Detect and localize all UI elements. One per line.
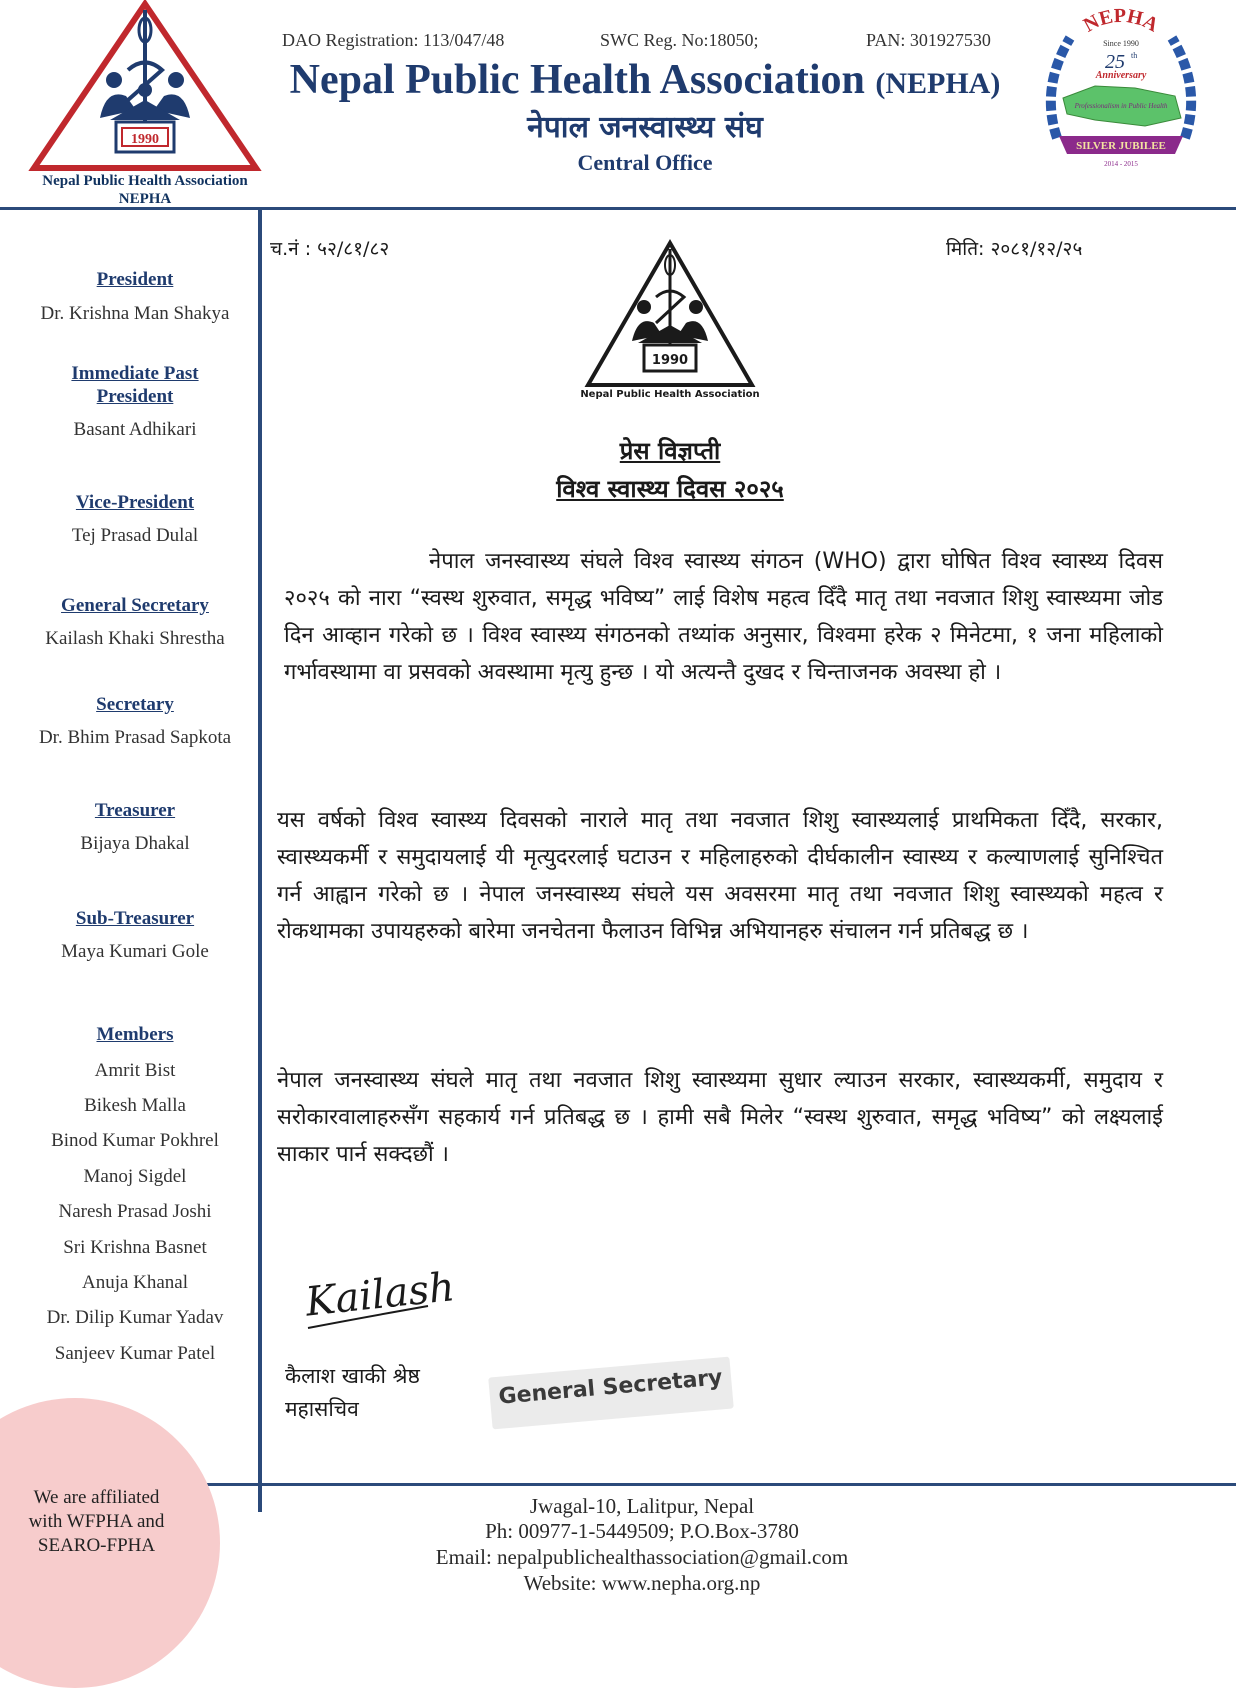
body-paragraph: यस वर्षको विश्व स्वास्थ्य दिवसको नाराले मातृ तथा नवजात शिशु स्वास्थ्यलाई प्राथमिकता दिँदै, सरकार, स्वास्थ्यकर्मी र समुदायलाई यी मृत्युदरलाई घटाउन र महिलाहरुको दीर्घकालीन स्वास्थ्य र कल्याणलाई सुनिश्चित गर्न आह्वान गरेको छ । नेपाल जनस्वास्थ्य संघले यस अवसरमा मातृ तथा नवजात शिशु स्वास्थ्यको महत्व र रोकथामका उपायहरुको बारेमा जनचेतना फैलाउन विभिन्न अभियानहरु संचालन गर्न प्रतिबद्ध छ । (277, 808, 1163, 944)
handwritten-signature (300, 1262, 457, 1342)
role-sub-treasurer-heading: Sub-Treasurer (75, 908, 195, 929)
dao-registration: DAO Registration: 113/047/48 (282, 30, 505, 50)
member-name: Dr. Krishna Man Shakya (40, 303, 230, 324)
organization-abbreviation: (NEPHA) (875, 67, 1001, 100)
svg-text:2014 - 2015: 2014 - 2015 (1104, 160, 1138, 168)
member-name: Manoj Sigdel (83, 1166, 187, 1187)
member-name: Bikesh Malla (84, 1095, 186, 1116)
organization-name-nepali: नेपाल जनस्वास्थ्य संघ (527, 110, 763, 145)
footer-email: Email: nepalpublichealthassociation@gmail.com (435, 1545, 849, 1569)
member-name: Anuja Khanal (81, 1272, 189, 1293)
body-paragraph: नेपाल जनस्वास्थ्य संघले मातृ तथा नवजात शिशु स्वास्थ्यमा सुधार ल्याउन सरकार, स्वास्थ्यकर्मी, समुदाय र सरोकारवालाहरुसँग सहकार्य गर्न प्रतिबद्ध छ । हामी सबै मिलेर “स्वस्थ शुरुवात, समृद्ध भविष्य” को लक्ष्यलाई साकार पार्न सक्दछौं । (277, 1068, 1163, 1167)
svg-text:1990: 1990 (651, 353, 689, 368)
svg-text:Nepal Public Health Associatio: Nepal Public Health Association (580, 389, 760, 400)
role-general-secretary-heading: General Secretary (61, 595, 209, 616)
affiliation-note: We are affiliated with WFPHA and SEARO-FPHA (28, 1487, 165, 1556)
member-name: Maya Kumari Gole (61, 941, 209, 962)
header-divider (0, 207, 1236, 210)
organization-name: Nepal Public Health Association (NEPHA) (289, 57, 1001, 103)
svg-text:th: th (1131, 51, 1138, 60)
svg-text:1990: 1990 (131, 132, 159, 147)
member-name: Sanjeev Kumar Patel (54, 1343, 216, 1364)
swc-registration: SWC Reg. No:18050; (600, 30, 759, 50)
member-name: Dr. Bhim Prasad Sapkota (38, 727, 232, 748)
signer-title: महासचिव (285, 1397, 359, 1421)
footer-address: Jwagal-10, Lalitpur, Nepal (529, 1494, 755, 1518)
svg-text:Professionalism in Public Heal: Professionalism in Public Health (1074, 102, 1168, 110)
logo-caption: Nepal Public Health Association NEPHA (42, 173, 248, 207)
general-secretary-stamp: General Secretary (488, 1357, 734, 1430)
role-treasurer-heading: Treasurer (94, 800, 176, 821)
member-name: Bijaya Dhakal (80, 833, 190, 854)
role-past-president-heading: Immediate Past President (71, 363, 199, 407)
role-members-heading: Members (96, 1024, 174, 1045)
letter-date: मिति: २०८१/१२/२५ (946, 238, 1083, 260)
svg-text:Kailash: Kailash (303, 1264, 457, 1326)
member-name: Tej Prasad Dulal (71, 525, 199, 546)
signer-name: कैलाश खाकी श्रेष्ठ (285, 1364, 420, 1388)
member-name: Basant Adhikari (73, 419, 197, 440)
member-name: Amrit Bist (94, 1060, 176, 1081)
pan-number: PAN: 301927530 (866, 30, 991, 50)
reference-number: च.नं : ५२/८१/८२ (270, 238, 390, 260)
press-release-subtitle: विश्व स्वास्थ्य दिवस २०२५ (556, 475, 784, 503)
svg-text:NEPHA: NEPHA (1079, 8, 1163, 37)
member-name: Naresh Prasad Joshi (58, 1201, 212, 1222)
footer-website: Website: www.nepha.org.np (523, 1571, 761, 1595)
svg-text:Anniversary: Anniversary (1095, 70, 1147, 81)
office-label: Central Office (577, 150, 713, 175)
body-paragraph: नेपाल जनस्वास्थ्य संघले विश्व स्वास्थ्य संगठन (WHO) द्वारा घोषित विश्व स्वास्थ्य दिवस २०२५ को नारा “स्वस्थ शुरुवात, समृद्ध भविष्य” लाई विशेष महत्व दिँदै मातृ तथा नवजात शिशु स्वास्थ्यमा जोड दिन आव्हान गरेको छ । विश्व स्वास्थ्य संगठनको तथ्यांक अनुसार, विश्वमा हरेक २ मिनेटमा, १ जना महिलाको गर्भावस्थामा वा प्रसवको अवस्थामा मृत्यु हुन्छ । यो अत्यन्तै दुखद र चिन्ताजनक अवस्था हो । (284, 549, 1163, 685)
role-vice-president-heading: Vice-President (75, 492, 195, 513)
member-name: Kailash Khaki Shrestha (45, 628, 225, 649)
nepha-center-logo (580, 235, 760, 403)
svg-text:SILVER JUBILEE: SILVER JUBILEE (1076, 140, 1166, 152)
role-secretary-heading: Secretary (96, 694, 174, 715)
member-name: Sri Krishna Basnet (63, 1237, 207, 1258)
svg-text:Since 1990: Since 1990 (1103, 39, 1139, 48)
svg-text:25: 25 (1105, 51, 1125, 73)
member-name: Binod Kumar Pokhrel (51, 1130, 219, 1151)
member-name: Dr. Dilip Kumar Yadav (46, 1307, 224, 1328)
press-release-title: प्रेस विज्ञप्ती (619, 437, 721, 465)
role-president-heading: President (96, 269, 174, 290)
footer-phone: Ph: 00977-1-5449509; P.O.Box-3780 (485, 1519, 799, 1543)
sidebar-divider (258, 210, 262, 1512)
silver-jubilee-badge (1035, 8, 1207, 173)
